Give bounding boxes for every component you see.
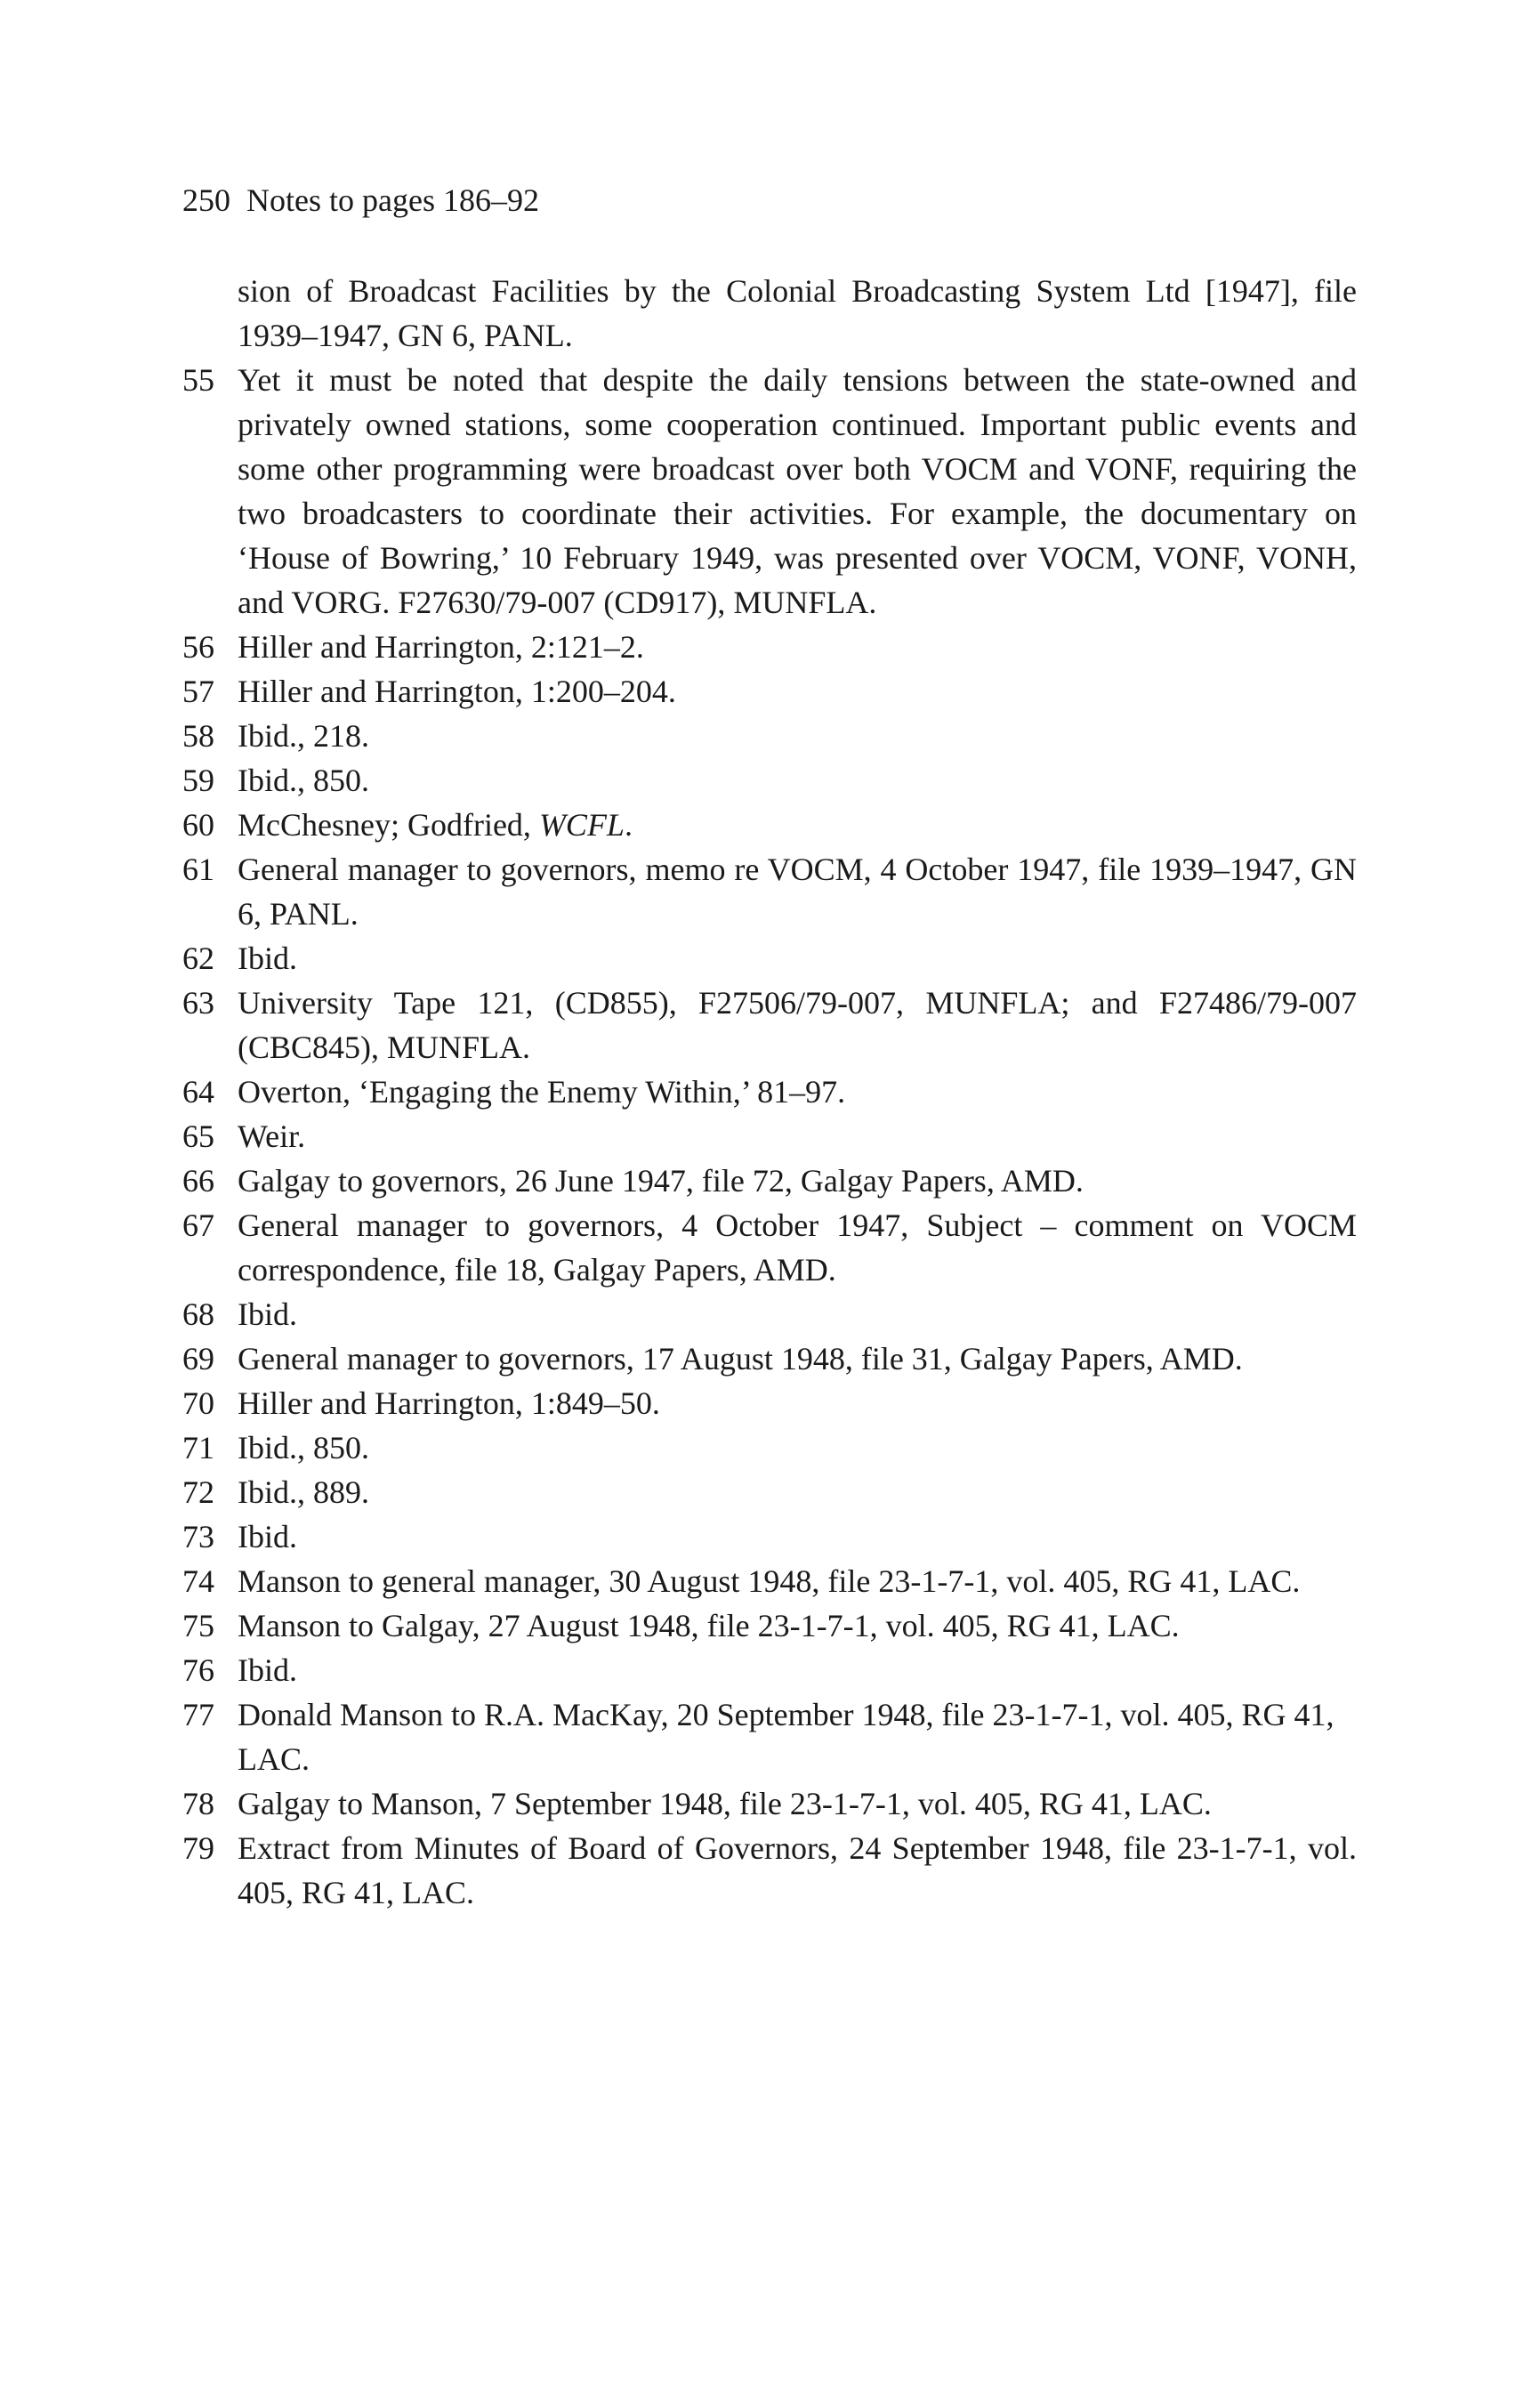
note-text: Manson to Galgay, 27 August 1948, file 23-1-7-1, vol. 405, RG 41, LAC. [238,1608,1180,1643]
note-continuation [182,269,1357,358]
note-number: 78 [182,1786,214,1821]
note-number: 72 [182,1474,214,1510]
note-number: 76 [182,1652,214,1688]
note-69 [182,1336,1357,1381]
note-text: Yet it must be noted that despite the daily tensions between the state-owned and privately owned stations, some cooperation continued. Important public events and some other programming were broadcast over both VOCM and VONF, requiring the two broadcasters to coordinate their activities. For example, the documentary on ‘House of Bowring,’ 10 February 1949, was presented over VOCM, VONF, VONH, and VORG. F27630/79-007 (CD917), MUNFLA. [238,362,1357,620]
note-64 [182,1070,1357,1114]
note-text: General manager to governors, memo re VOCM, 4 October 1947, file 1939–1947, GN 6, PANL. [238,852,1357,932]
note-number: 60 [182,807,214,843]
note-text: Overton, ‘Engaging the Enemy Within,’ 81–97. [238,1074,846,1110]
note-number: 58 [182,718,214,754]
note-number: 66 [182,1163,214,1199]
note-61 [182,847,1357,936]
note-text: Donald Manson to R.A. MacKay, 20 September 1948, file 23-1-7-1, vol. 405, RG 41, LAC. [238,1697,1334,1777]
note-79 [182,1826,1357,1915]
running-title: Notes to pages 186–92 [246,182,539,218]
endnotes-list [182,269,1357,1915]
note-text: Hiller and Harrington, 2:121–2. [238,629,644,665]
note-text: University Tape 121, (CD855), F27506/79-007, MUNFLA; and F27486/79-007 (CBC845), MUNFLA. [238,985,1357,1065]
note-number: 57 [182,674,214,709]
note-number: 59 [182,763,214,798]
note-text: Extract from Minutes of Board of Governors, 24 September 1948, file 23-1-7-1, vol. 405, RG 41, LAC. [238,1830,1357,1910]
note-68 [182,1292,1357,1336]
running-head [182,178,539,222]
note-text: Ibid., 850. [238,763,369,798]
note-text: Ibid. [238,1296,297,1332]
note-number: 74 [182,1563,214,1599]
note-text: sion of Broadcast Facilities by the Colonial Broadcasting System Ltd [1947], file 1939–1947, GN 6, PANL. [238,273,1357,353]
note-number: 63 [182,985,214,1021]
note-55 [182,358,1357,625]
note-text: Ibid., 889. [238,1474,369,1510]
note-text: General manager to governors, 4 October 1947, Subject – comment on VOCM correspondence, file 18, Galgay Papers, AMD. [238,1207,1357,1288]
note-number: 64 [182,1074,214,1110]
note-number: 67 [182,1207,214,1243]
note-number: 55 [182,362,214,398]
note-57 [182,669,1357,714]
note-text-after: . [624,807,633,843]
note-75 [182,1603,1357,1648]
note-56 [182,625,1357,669]
note-text: Ibid. [238,941,297,976]
note-text: Weir. [238,1118,306,1154]
page-number: 250 [182,182,230,218]
note-73 [182,1514,1357,1559]
note-63 [182,981,1357,1070]
note-71 [182,1425,1357,1470]
note-text: Ibid. [238,1519,297,1554]
note-text: Ibid., 218. [238,718,369,754]
note-number: 70 [182,1385,214,1421]
note-67 [182,1203,1357,1292]
note-text: Ibid., 850. [238,1430,369,1465]
note-78 [182,1781,1357,1826]
note-text: Galgay to Manson, 7 September 1948, file 23-1-7-1, vol. 405, RG 41, LAC. [238,1786,1212,1821]
note-74 [182,1559,1357,1603]
note-70 [182,1381,1357,1425]
note-number: 77 [182,1697,214,1732]
note-66 [182,1159,1357,1203]
note-58 [182,714,1357,758]
note-number: 79 [182,1830,214,1866]
note-number: 71 [182,1430,214,1465]
note-text [238,803,1357,847]
note-number: 65 [182,1118,214,1154]
note-text: General manager to governors, 17 August 1948, file 31, Galgay Papers, AMD. [238,1341,1243,1377]
note-text: Ibid. [238,1652,297,1688]
note-number: 62 [182,941,214,976]
note-text-italic-title: WCFL [538,807,625,843]
note-number: 75 [182,1608,214,1643]
note-76 [182,1648,1357,1692]
note-number: 61 [182,852,214,887]
note-number: 56 [182,629,214,665]
note-number: 69 [182,1341,214,1377]
note-text: Galgay to governors, 26 June 1947, file 72, Galgay Papers, AMD. [238,1163,1084,1199]
note-62 [182,936,1357,981]
note-text: Hiller and Harrington, 1:200–204. [238,674,676,709]
note-59 [182,758,1357,803]
note-77 [182,1692,1357,1781]
note-72 [182,1470,1357,1514]
note-number: 68 [182,1296,214,1332]
note-number: 73 [182,1519,214,1554]
note-text: Hiller and Harrington, 1:849–50. [238,1385,660,1421]
note-60 [182,803,1357,847]
note-text-before: McChesney; Godfried, [238,807,539,843]
note-65 [182,1114,1357,1159]
note-text: Manson to general manager, 30 August 1948, file 23-1-7-1, vol. 405, RG 41, LAC. [238,1563,1301,1599]
